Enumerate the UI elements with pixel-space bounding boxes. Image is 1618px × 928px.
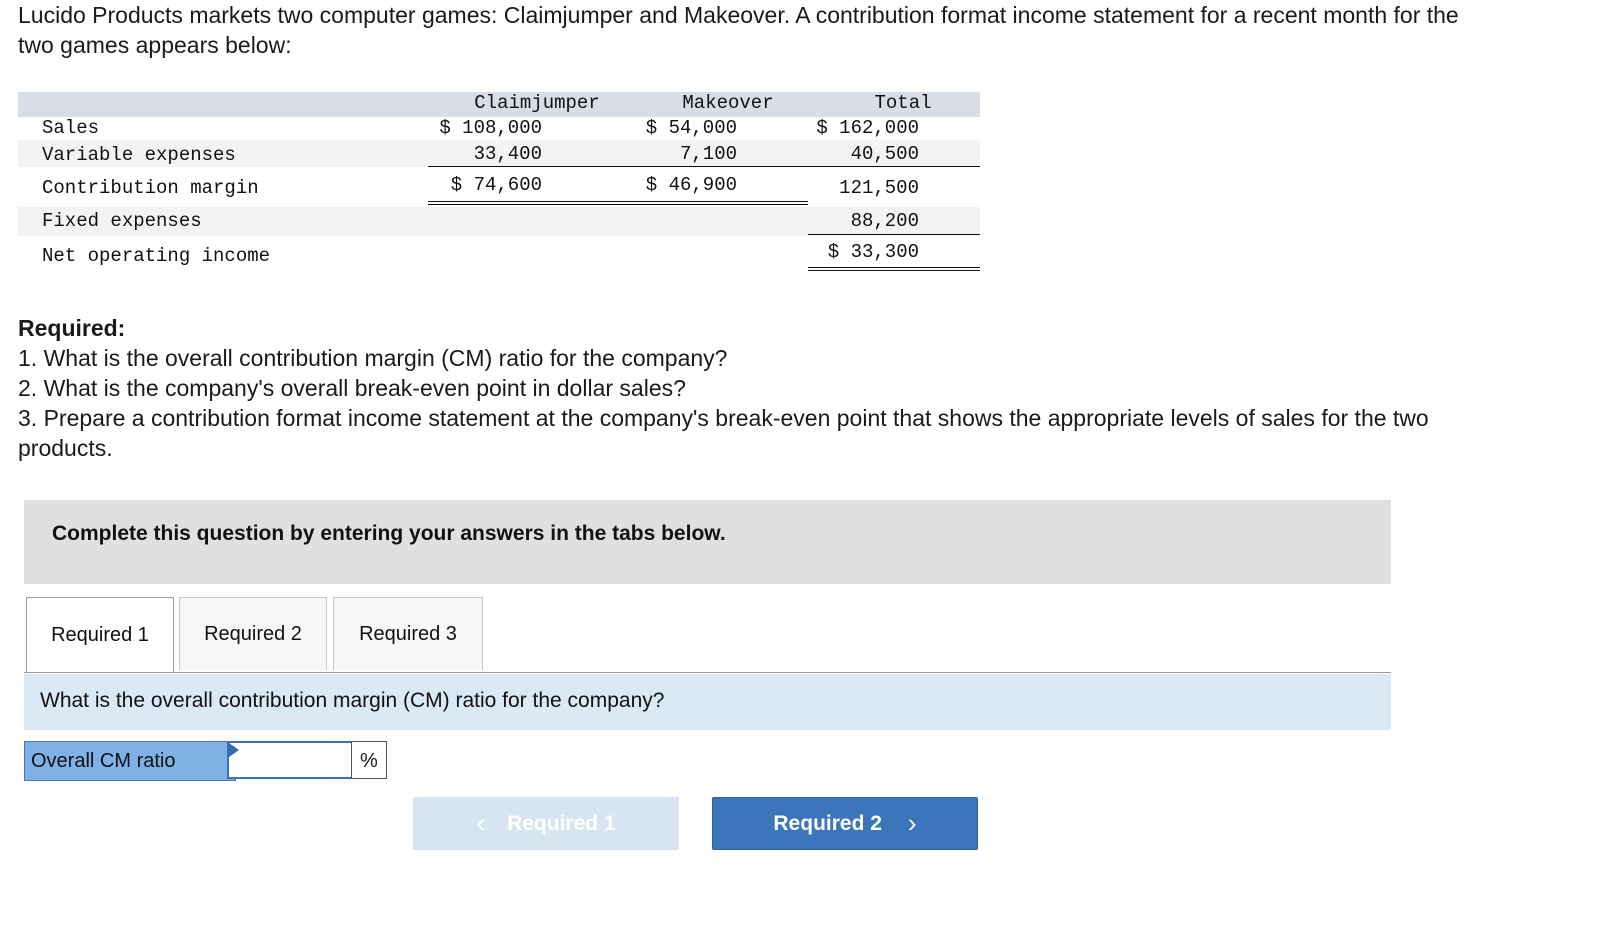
required-section xyxy=(18,313,1518,463)
row-label-net-operating-income: Net operating income xyxy=(42,245,271,267)
sales-claimjumper: $ 108,000 xyxy=(439,117,542,139)
cm-claimjumper: $ 74,600 xyxy=(450,174,542,196)
variable-total: 40,500 xyxy=(850,143,919,165)
prev-button-label: Required 1 xyxy=(507,811,616,835)
row-label-sales: Sales xyxy=(42,117,100,139)
noi-total: $ 33,300 xyxy=(827,241,919,263)
cm-total: 121,500 xyxy=(839,177,919,199)
cm-makeover: $ 46,900 xyxy=(645,174,737,196)
underline-variable xyxy=(428,166,980,167)
next-button-label: Required 2 xyxy=(773,811,882,835)
required-title: Required: xyxy=(18,315,126,341)
row-label-fixed-expenses: Fixed expenses xyxy=(42,210,202,232)
underline-fixed xyxy=(808,234,980,235)
tab-required-3[interactable]: Required 3 xyxy=(333,597,483,670)
required-item-2: 2. What is the company's overall break-even point in dollar sales? xyxy=(18,375,686,401)
overall-cm-ratio-input[interactable] xyxy=(227,741,357,779)
double-underline-cm xyxy=(428,201,808,205)
question-text: What is the overall contribution margin (CM) ratio for the company? xyxy=(40,689,665,712)
question-panel xyxy=(24,674,1391,730)
variable-makeover: 7,100 xyxy=(679,143,737,165)
problem-intro: Lucido Products markets two computer games: Claimjumper and Makeover. A contribution format income statement for a recent month for the two games appears below: xyxy=(18,2,1459,58)
input-flag-icon xyxy=(229,743,239,757)
sales-total: $ 162,000 xyxy=(816,117,919,139)
header-claimjumper: Claimjumper xyxy=(474,92,600,114)
tab-required-2[interactable]: Required 2 xyxy=(179,597,327,670)
tab-required-1[interactable]: Required 1 xyxy=(26,597,174,673)
double-underline-noi xyxy=(808,267,980,271)
header-total: Total xyxy=(874,92,932,114)
instruction-text: Complete this question by entering your answers in the tabs below. xyxy=(52,522,726,545)
sales-makeover: $ 54,000 xyxy=(645,117,737,139)
chevron-right-icon: › xyxy=(907,808,917,838)
next-required-2-button[interactable] xyxy=(712,797,978,850)
instruction-banner xyxy=(24,500,1391,584)
row-label-contribution-margin: Contribution margin xyxy=(42,177,259,199)
percent-unit: % xyxy=(351,741,387,779)
header-makeover: Makeover xyxy=(682,92,774,114)
variable-claimjumper: 33,400 xyxy=(473,143,542,165)
required-item-3: 3. Prepare a contribution format income statement at the company's break-even point that shows the appropriate levels of sales for the two products. xyxy=(18,405,1429,461)
prev-required-1-button[interactable] xyxy=(413,797,679,850)
tab-divider xyxy=(24,672,1391,673)
chevron-left-icon: ‹ xyxy=(476,808,486,838)
required-item-1: 1. What is the overall contribution margin (CM) ratio for the company? xyxy=(18,345,728,371)
tab-bar xyxy=(24,597,1391,672)
row-label-variable-expenses: Variable expenses xyxy=(42,144,236,166)
overall-cm-ratio-label: Overall CM ratio xyxy=(24,741,236,781)
fixed-total: 88,200 xyxy=(850,210,919,232)
